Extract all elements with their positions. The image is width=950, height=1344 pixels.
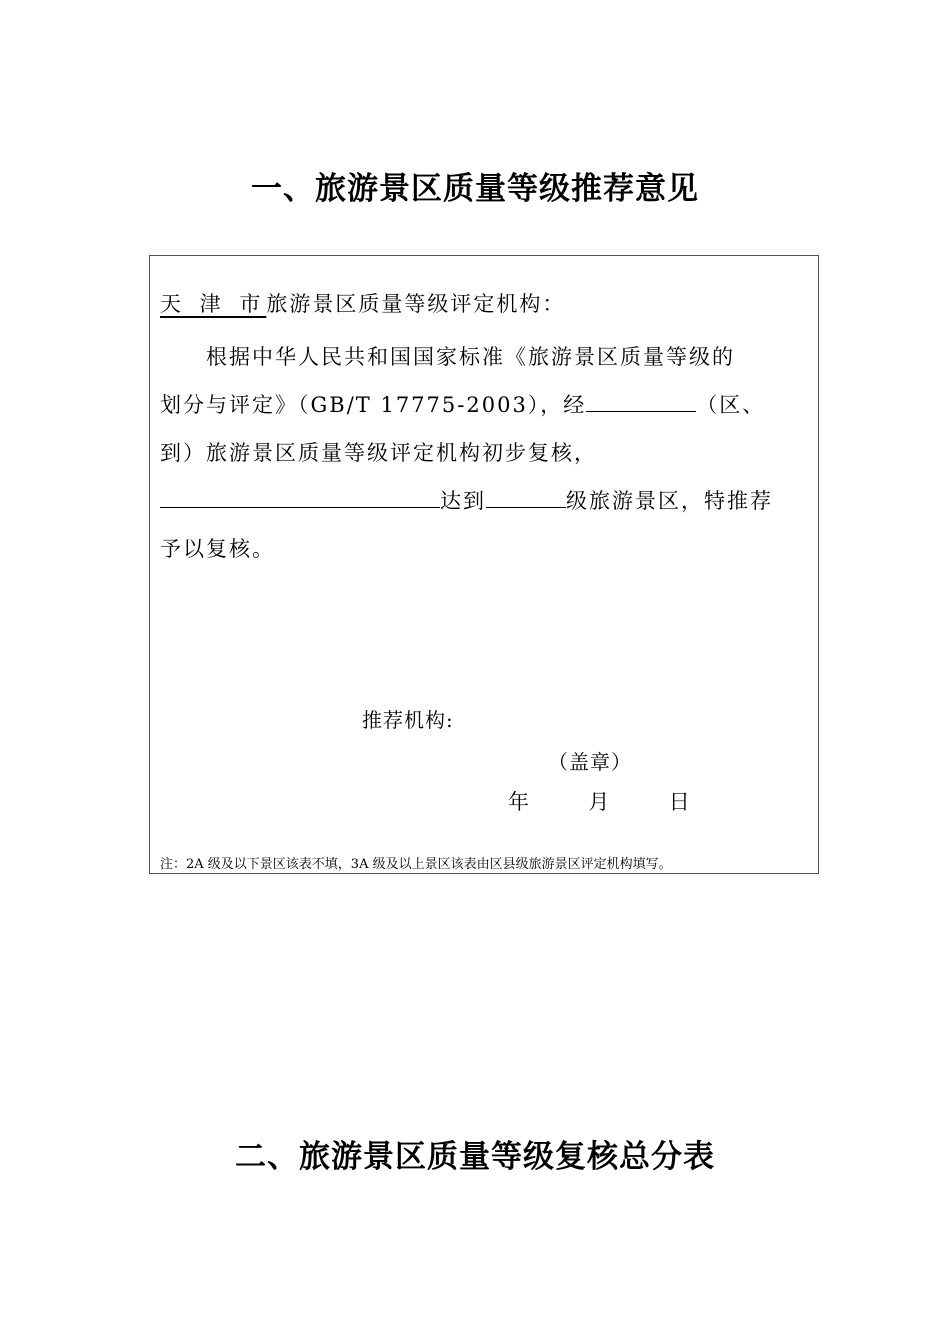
addressee-suffix: 旅游景区质量等级评定机构： [266,292,566,316]
recommending-org-label: 推荐机构: [362,708,454,732]
grade-suffix-text: 级旅游景区，特推荐 [566,489,773,513]
reach-text: 达到 [440,489,486,513]
city-name: 天 津 市 [160,292,267,316]
paragraph-line-2 [160,389,765,419]
form-note: 注：2A 级及以下景区该表不填，3A 级及以上景区该表由区县级旅游景区评定机构填写。 [160,857,672,872]
paragraph-line-2-suffix: （区、 [696,393,766,417]
date-day-label: 日 [668,790,692,814]
paragraph-line-3: 到）旅游景区质量等级评定机构初步复核， [160,441,597,465]
date-year-label: 年 [508,790,531,814]
paragraph-line-5: 予以复核。 [160,537,275,561]
scenic-area-name-blank-field[interactable] [160,487,440,508]
paragraph-line-1: 根据中华人民共和国国家标准《旅游景区质量等级的 [206,345,735,369]
grade-blank-field[interactable] [486,487,566,508]
recommendation-form-box [149,255,819,874]
date-month-label: 月 [588,790,612,814]
date-line [508,786,692,816]
section-title-recommendation: 一、旅游景区质量等级推荐意见 [251,171,699,207]
seal-label: （盖章） [548,750,632,774]
addressee-line [160,288,565,318]
district-blank-field[interactable] [586,391,696,412]
section-title-review-score: 二、旅游景区质量等级复核总分表 [235,1139,715,1175]
paragraph-line-4 [160,485,773,515]
paragraph-line-2-text: 划分与评定》（GB/T 17775-2003），经 [160,393,587,417]
